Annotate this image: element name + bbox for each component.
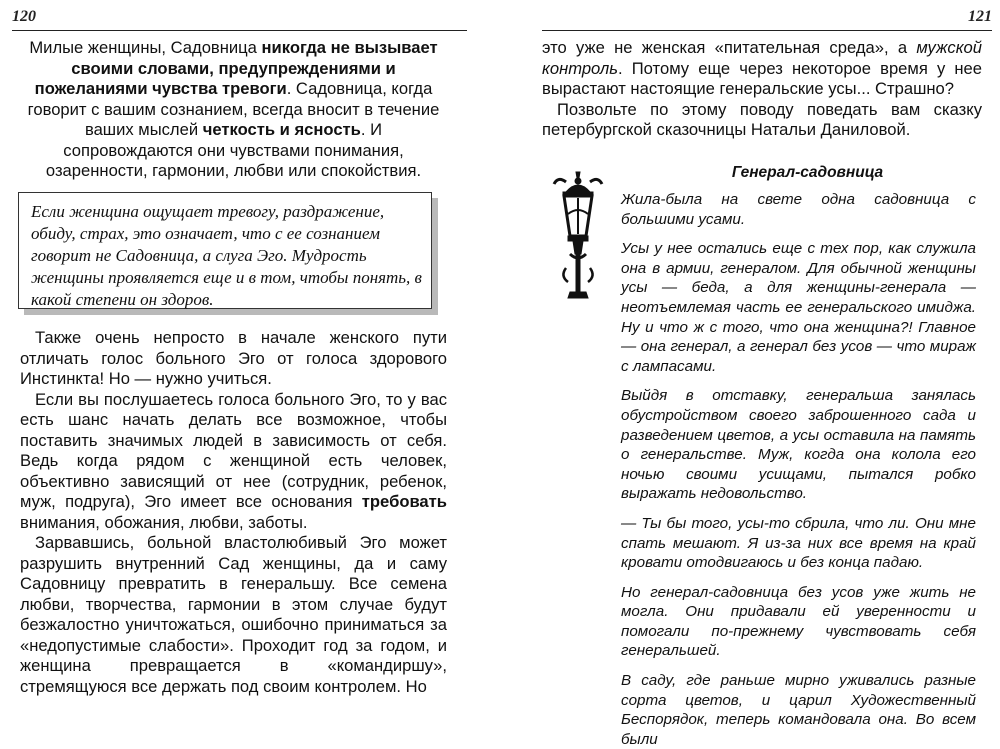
left-page bbox=[0, 0, 500, 697]
quote-box bbox=[18, 192, 432, 309]
paragraph-dependence: Если вы послушаетесь голоса больного Эго, то у вас есть шанс начать делать все возможное, чтобы поставить значимых людей в зависимость от себя. Ведь когда рядом с женщиной есть человек, объективно зависящий от нее (сотрудник, ребенок, муж, подруга), Эго имеет все основания требовать внимания, обожания, любви, заботы. bbox=[20, 389, 447, 532]
paragraph-male-control: это уже не женская «питательная среда», а мужской контроль. Потому еще через некоторое время у нее вырастают настоящие генеральские усы... Страшно? bbox=[542, 38, 982, 98]
page-number-left: 120 bbox=[12, 8, 36, 25]
page-number-right: 121 bbox=[968, 8, 992, 25]
story-paragraph: Выйдя в отставку, генеральша занялась обустройством своего заброшенного сада и разведением цветов, а усы оставила на память о генеральстве. Муж, когда она колола его ночью своими усищами, пытался робко выражать недовольство. bbox=[621, 387, 976, 503]
paragraph-generalsha: Зарвавшись, больной властолюбивый Эго может разрушить внутренний Сад женщины, да и саму Садовницу превратить в генеральшу. Все семена любви, творчества, гармонии в этом случае будут безжалостно уничтожаться, ошибочно приниматься за «недопустимые слабости». Проходит год за годом, и женщина превращается в «командиршу», стремящуюся все держать под своим контролем. Но bbox=[20, 533, 447, 696]
story-paragraph: — Ты бы того, усы-то сбрила, что ли. Они мне спать мешают. Я из-за них все время на край кровати отодвигаюсь и без конца падаю. bbox=[621, 514, 976, 572]
story-paragraph: Усы у нее остались еще с тех пор, как служила она в армии, генералом. Для обычной женщины усы — беда, а для женщины-генерала — неотъемлемая часть ее генеральского имиджа. Ну и что ж с того, что она женщина?! Главное — она генерал, а генерал без усов — что мираж с лампасами. bbox=[621, 240, 976, 375]
story-title: Генерал-садовница bbox=[731, 164, 884, 181]
street-lantern-icon bbox=[546, 170, 610, 300]
right-page bbox=[500, 0, 1000, 748]
story-paragraph: В саду, где раньше мирно уживались разные сорта цветов, и царил Художественный Беспорядок, теперь командовала она. Во всем были bbox=[621, 672, 976, 748]
left-lower-text bbox=[20, 328, 447, 697]
story-paragraph: Жила-была на свете одна садовница с большими усами. bbox=[621, 191, 976, 228]
story-paragraph: Но генерал-садовница без усов уже жить не могла. Они придавали ей уверенности и помогали по-прежнему чувствовать себя генеральшей. bbox=[621, 583, 976, 660]
right-intro-text bbox=[542, 38, 982, 141]
paragraph-ego-instinct: Также очень непросто в начале женского пути отличать голос больного Эго от голоса здорового Инстинкта! Но — нужно учиться. bbox=[20, 328, 447, 388]
intro-paragraph: Милые женщины, Садовница никогда не вызывает своими словами, предупреждениями и пожеланиями чувства тревоги. Садовница, когда говорит с вашим сознанием, всегда вносит в течение ваших мыслей четкость и ясность. И сопровождаются они чувствами понимания, озаренности, гармонии, любви или спокойствия. bbox=[27, 38, 440, 180]
story-text bbox=[621, 190, 976, 749]
paragraph-fairytale-intro: Позвольте по этому поводу поведать вам сказку петербургской сказочницы Натальи Даниловой. bbox=[542, 99, 982, 139]
right-page-header bbox=[542, 4, 992, 31]
left-page-header bbox=[12, 4, 467, 31]
intro-paragraph-block bbox=[20, 38, 447, 182]
handwritten-quote: Если женщина ощущает тревогу, раздражение, обиду, страх, это означает, что с ее сознанием говорит не Садовница, а слуга Эго. Мудрость женщины проявляется еще и в том, чтобы понять, в какой степени он здоров. bbox=[31, 202, 422, 309]
